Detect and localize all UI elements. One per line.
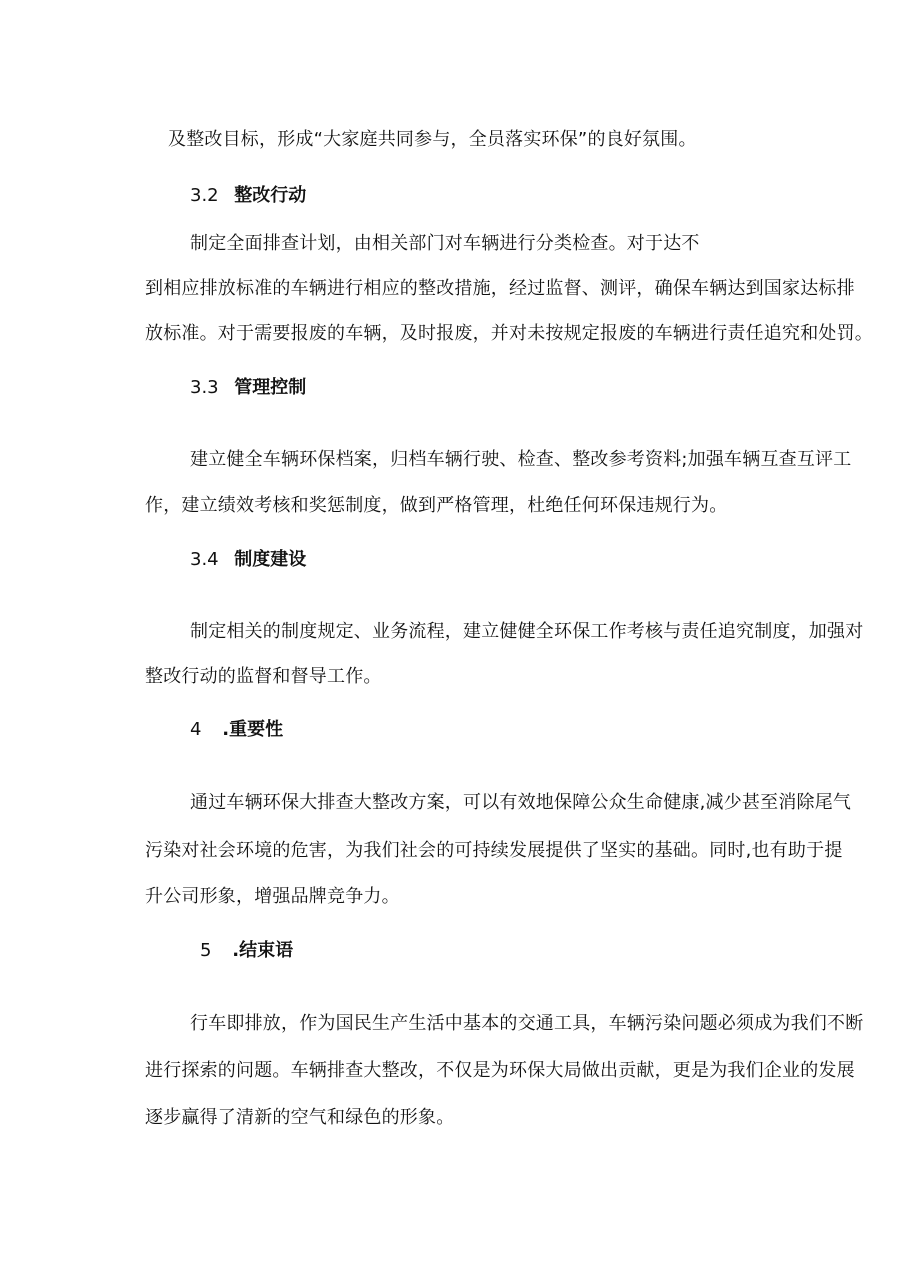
section-heading-3-2 (190, 184, 306, 208)
section-number: 3.3 (190, 377, 219, 398)
section-heading-3-4 (190, 548, 306, 572)
paragraph-line: 制定相关的制度规定、业务流程，建立健健全环保工作考核与责任追究制度，加强对 (190, 621, 864, 642)
section-number: 3.2 (190, 185, 219, 206)
section-title: 制度建设 (234, 549, 307, 570)
paragraph-line: 整改行动的监督和督导工作。 (145, 666, 382, 687)
section-title: 管理控制 (234, 377, 307, 398)
paragraph-line: 行车即排放，作为国民生产生活中基本的交通工具，车辆污染问题必须成为我们不断 (190, 1013, 864, 1034)
section-title: .结束语 (232, 940, 294, 961)
paragraph-line: 制定全面排查计划，由相关部门对车辆进行分类检查。对于达不 (190, 233, 700, 254)
paragraph-line: 及整改目标，形成“大家庭共同参与，全员落实环保”的良好氛围。 (168, 129, 697, 150)
section-heading-5 (200, 939, 293, 963)
section-number: 5 (200, 940, 212, 961)
paragraph-line: 通过车辆环保大排查大整改方案，可以有效地保障公众生命健康,减少甚至消除尾气 (190, 792, 852, 813)
section-number: 3.4 (190, 549, 219, 570)
paragraph-line: 污染对社会环境的危害，为我们社会的可持续发展提供了坚实的基础。同时,也有助于提 (145, 840, 843, 861)
section-heading-4 (190, 718, 283, 742)
paragraph-line: 逐步赢得了清新的空气和绿色的形象。 (145, 1107, 455, 1128)
section-title: .重要性 (222, 719, 284, 740)
paragraph-line: 升公司形象，增强品牌竞争力。 (145, 886, 400, 907)
paragraph-line: 放标准。对于需要报废的车辆，及时报废，并对未按规定报废的车辆进行责任追究和处罚。 (145, 323, 873, 344)
section-title: 整改行动 (234, 185, 307, 206)
paragraph-line: 作，建立绩效考核和奖惩制度，做到严格管理，杜绝任何环保违规行为。 (145, 495, 728, 516)
paragraph-line: 进行探索的问题。车辆排查大整改，不仅是为环保大局做出贡献，更是为我们企业的发展 (145, 1060, 855, 1081)
section-number: 4 (190, 719, 202, 740)
paragraph-line: 到相应排放标准的车辆进行相应的整改措施，经过监督、测评，确保车辆达到国家达标排 (145, 278, 855, 299)
paragraph-line: 建立健全车辆环保档案，归档车辆行驶、检查、整改参考资料;加强车辆互查互评工 (190, 449, 852, 470)
section-heading-3-3 (190, 376, 306, 400)
